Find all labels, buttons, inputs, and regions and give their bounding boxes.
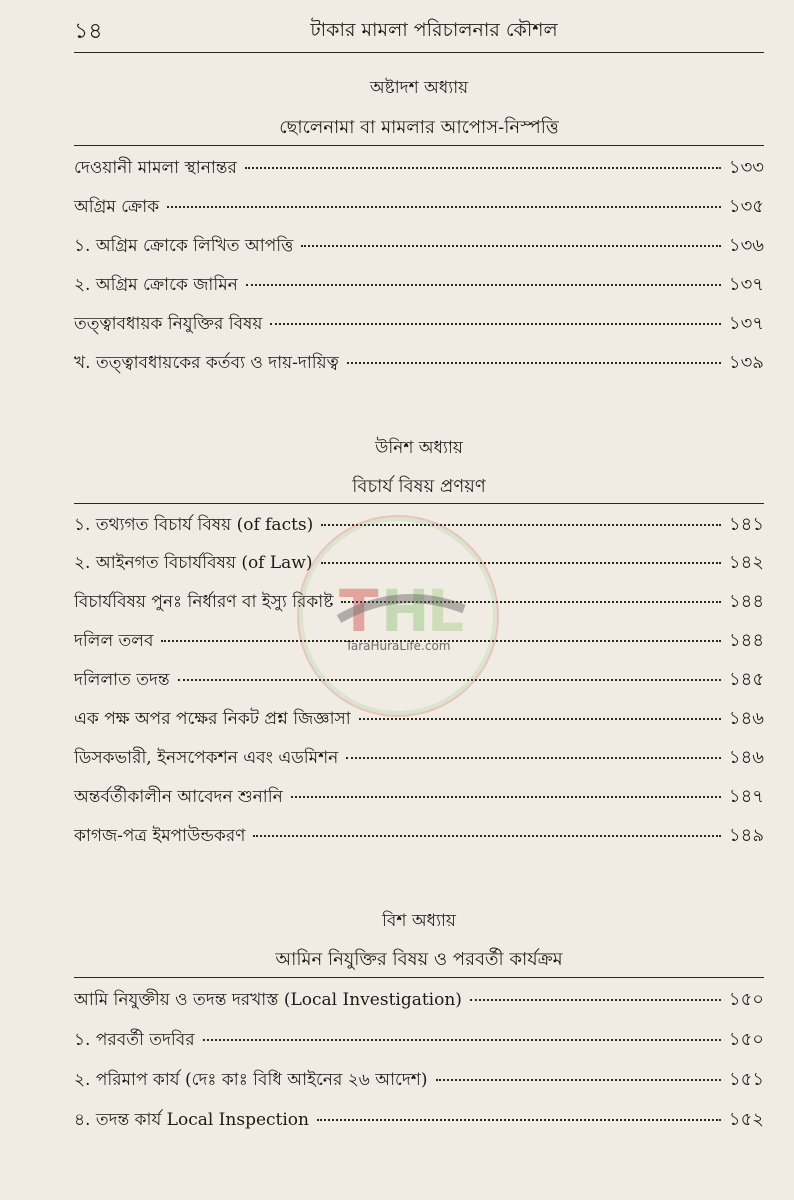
leader-dots xyxy=(347,362,721,364)
toc-entry-page: ১৩৭ xyxy=(728,313,764,334)
toc-entry-label: খ. তত্ত্বাবধায়কের কর্তব্য ও দায়-দায়িত্ব xyxy=(74,353,339,373)
toc-entry[interactable] xyxy=(74,1105,764,1135)
toc-entry-page: ১৪৪ xyxy=(728,630,764,651)
toc-entry[interactable] xyxy=(74,985,764,1015)
section-rule xyxy=(74,145,764,146)
leader-dots xyxy=(203,1039,721,1041)
toc-entry[interactable] xyxy=(74,270,764,300)
leader-dots xyxy=(246,284,721,286)
toc-entry[interactable] xyxy=(74,153,764,183)
page-number: ১৪ xyxy=(74,19,103,44)
toc-entry-page: ১৫০ xyxy=(728,1029,764,1050)
toc-entry-label: অগ্রিম ক্রোক xyxy=(74,197,160,217)
chapter-subtitle: বিচার্য বিষয় প্রণয়ণ xyxy=(352,476,486,497)
toc-entry-label: এক পক্ষ অপর পক্ষের নিকট প্রশ্ন জিজ্ঞাসা xyxy=(74,709,351,729)
toc-entry-label: ২. পরিমাপ কার্য (দেঃ কাঃ বিধি আইনের ২৬ আদেশ) xyxy=(74,1070,428,1090)
leader-dots xyxy=(167,206,721,208)
toc-entry-label: কাগজ-পত্র ইমপাউন্ডকরণ xyxy=(74,826,246,846)
svg-text:H: H xyxy=(381,577,430,645)
toc-entry-page: ১৩৩ xyxy=(728,157,764,178)
toc-entry-page: ১৩৯ xyxy=(728,352,764,373)
toc-entry-page: ১৩৫ xyxy=(728,196,764,217)
toc-entry[interactable] xyxy=(74,821,764,851)
chapter-subtitle: ছোলেনামা বা মামলার আপোস-নিস্পত্তি xyxy=(279,117,559,138)
page-header xyxy=(74,14,754,50)
svg-text:L: L xyxy=(427,577,464,645)
toc-entry[interactable] xyxy=(74,192,764,222)
leader-dots xyxy=(317,1119,721,1121)
leader-dots xyxy=(253,835,721,837)
toc-entry-page: ১৪৬ xyxy=(728,747,764,768)
leader-dots xyxy=(301,245,721,247)
toc-entry-page: ১৪৪ xyxy=(728,591,764,612)
section-rule xyxy=(74,977,764,978)
toc-entry[interactable] xyxy=(74,231,764,261)
toc-entry[interactable] xyxy=(74,743,764,773)
toc-entry-page: ১৪৫ xyxy=(728,669,764,690)
toc-entry-page: ১৪৬ xyxy=(728,708,764,729)
chapter-heading: বিশ অধ্যায় xyxy=(382,911,456,931)
leader-dots xyxy=(470,999,721,1001)
toc-entry-label: আমি নিযুক্তীয় ও তদন্ত দরখাস্ত (Local Investigation) xyxy=(74,990,462,1010)
toc-entry[interactable] xyxy=(74,782,764,812)
chapter-subtitle: আমিন নিযুক্তির বিষয় ও পরবর্তী কার্যক্রম xyxy=(275,949,563,970)
toc-entry-label: ১. অগ্রিম ক্রোকে লিখিত আপত্তি xyxy=(74,236,294,256)
toc-entry-label: ২. অগ্রিম ক্রোকে জামিন xyxy=(74,275,238,295)
toc-entry-page: ১৫২ xyxy=(728,1109,764,1130)
chapter-heading: উনিশ অধ্যায় xyxy=(375,438,463,458)
toc-entry-page: ১৫০ xyxy=(728,989,764,1010)
toc-entry-page: ১৪১ xyxy=(728,514,764,535)
toc-entry[interactable] xyxy=(74,348,764,378)
toc-entry-page: ১৪৭ xyxy=(728,786,764,807)
watermark-text: TaraHuraLife.com xyxy=(345,639,451,653)
running-title: টাকার মামলা পরিচালনার কৌশল xyxy=(310,19,558,41)
chapter-heading: অষ্টাদশ অধ্যায় xyxy=(369,78,469,98)
toc-entry-label: বিচার্যবিষয় পুনঃ নির্ধারণ বা ইস্যু রিকাষ্ট xyxy=(74,592,334,612)
toc-entry-label: দেওয়ানী মামলা স্থানান্তর xyxy=(74,158,237,178)
leader-dots xyxy=(346,757,721,759)
toc-entry-label: তত্ত্বাবধায়ক নিযুক্তির বিষয় xyxy=(74,314,263,334)
toc-entry-page: ১৫১ xyxy=(728,1069,764,1090)
header-rule xyxy=(74,52,764,53)
toc-entry-label: ১. পরবর্তী তদবির xyxy=(74,1030,195,1050)
toc-entry-page: ১৩৬ xyxy=(728,235,764,256)
svg-text:T: T xyxy=(339,577,379,645)
toc-entry-label: ৪. তদন্ত কার্য Local Inspection xyxy=(74,1110,309,1130)
toc-entry-label: দলিলাত তদন্ত xyxy=(74,670,170,690)
toc-entry-label: ২. আইনগত বিচার্যবিষয় (of Law) xyxy=(74,553,313,573)
section-rule xyxy=(74,503,764,504)
toc-entry-label: ডিসকভারী, ইনসপেকশন এবং এডমিশন xyxy=(74,748,339,768)
toc-entry-page: ১৪৯ xyxy=(728,825,764,846)
toc-entry[interactable] xyxy=(74,309,764,339)
leader-dots xyxy=(245,167,721,169)
leader-dots xyxy=(436,1079,721,1081)
toc-entry-label: ১. তথ্যগত বিচার্য বিষয় (of facts) xyxy=(74,515,314,535)
toc-entry-page: ১৪২ xyxy=(728,552,764,573)
site-watermark xyxy=(297,515,499,717)
leader-dots xyxy=(270,323,720,325)
toc-entry-page: ১৩৭ xyxy=(728,274,764,295)
leader-dots xyxy=(359,718,721,720)
watermark-logo-icon xyxy=(329,569,469,649)
toc-entry[interactable] xyxy=(74,1025,764,1055)
toc-entry[interactable] xyxy=(74,1065,764,1095)
toc-entry-label: দলিল তলব xyxy=(74,631,154,651)
toc-entry-label: অন্তর্বর্তীকালীন আবেদন শুনানি xyxy=(74,787,283,807)
leader-dots xyxy=(291,796,721,798)
